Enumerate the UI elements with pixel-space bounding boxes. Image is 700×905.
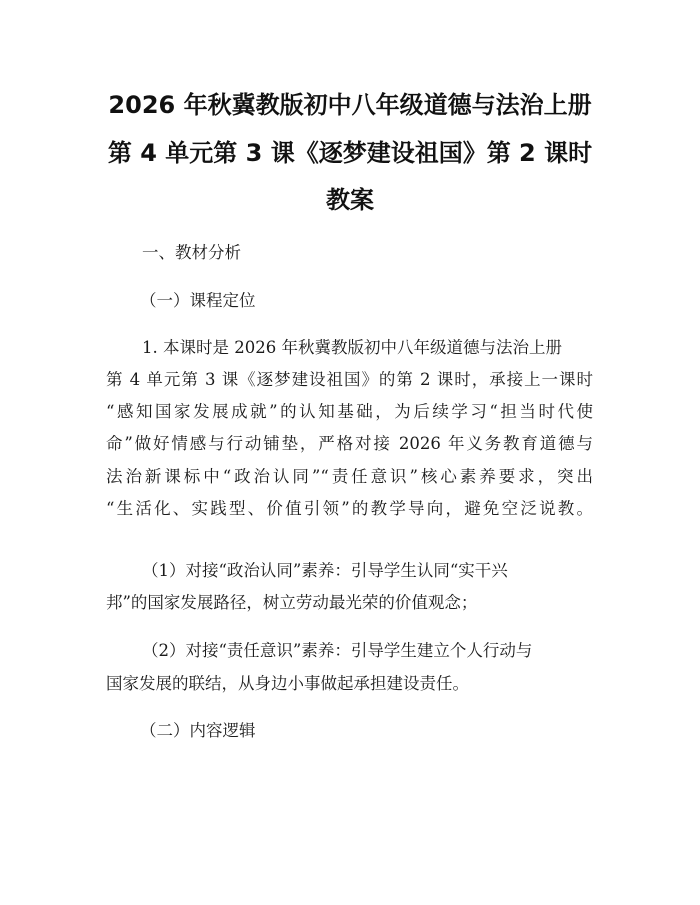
paragraph-3-line-2: 国家发展的联结，从身边小事做起承担建设责任。: [106, 674, 469, 693]
document-title-line-3: 教案: [326, 186, 374, 214]
paragraph-1-line-2: 第 4 单元第 3 课《逐梦建设祖国》的第 2 课时，承接上一课时: [106, 370, 593, 389]
section-heading-materials-analysis: 一、教材分析: [142, 243, 241, 262]
paragraph-1-line-6: “生活化、实践型、价值引领”的教学导向，避免空泛说教。: [106, 499, 593, 518]
paragraph-1-line-4: 命”做好情感与行动铺垫，严格对接 2026 年义务教育道德与: [106, 434, 593, 453]
paragraph-1-line-5: 法治新课标中“政治认同”“责任意识”核心素养要求，突出: [106, 467, 593, 486]
subsection-heading-course-positioning: （一）课程定位: [140, 291, 256, 310]
paragraph-2-line-1: （1）对接“政治认同”素养：引导学生认同“实干兴: [142, 561, 508, 580]
paragraph-2-line-2: 邦”的国家发展路径，树立劳动最光荣的价值观念；: [106, 593, 478, 612]
document-title-line-2: 第 4 单元第 3 课《逐梦建设祖国》第 2 课时: [107, 139, 593, 167]
paragraph-3-line-1: （2）对接“责任意识”素养：引导学生建立个人行动与: [142, 641, 533, 660]
paragraph-1-line-3: “感知国家发展成就”的认知基础，为后续学习“担当时代使: [106, 402, 593, 421]
paragraph-1-line-1: 1. 本课时是 2026 年秋冀教版初中八年级道德与法治上册: [142, 338, 562, 357]
subsection-heading-content-logic: （二）内容逻辑: [140, 721, 256, 740]
document-title-line-1: 2026 年秋冀教版初中八年级道德与法治上册: [108, 91, 592, 119]
